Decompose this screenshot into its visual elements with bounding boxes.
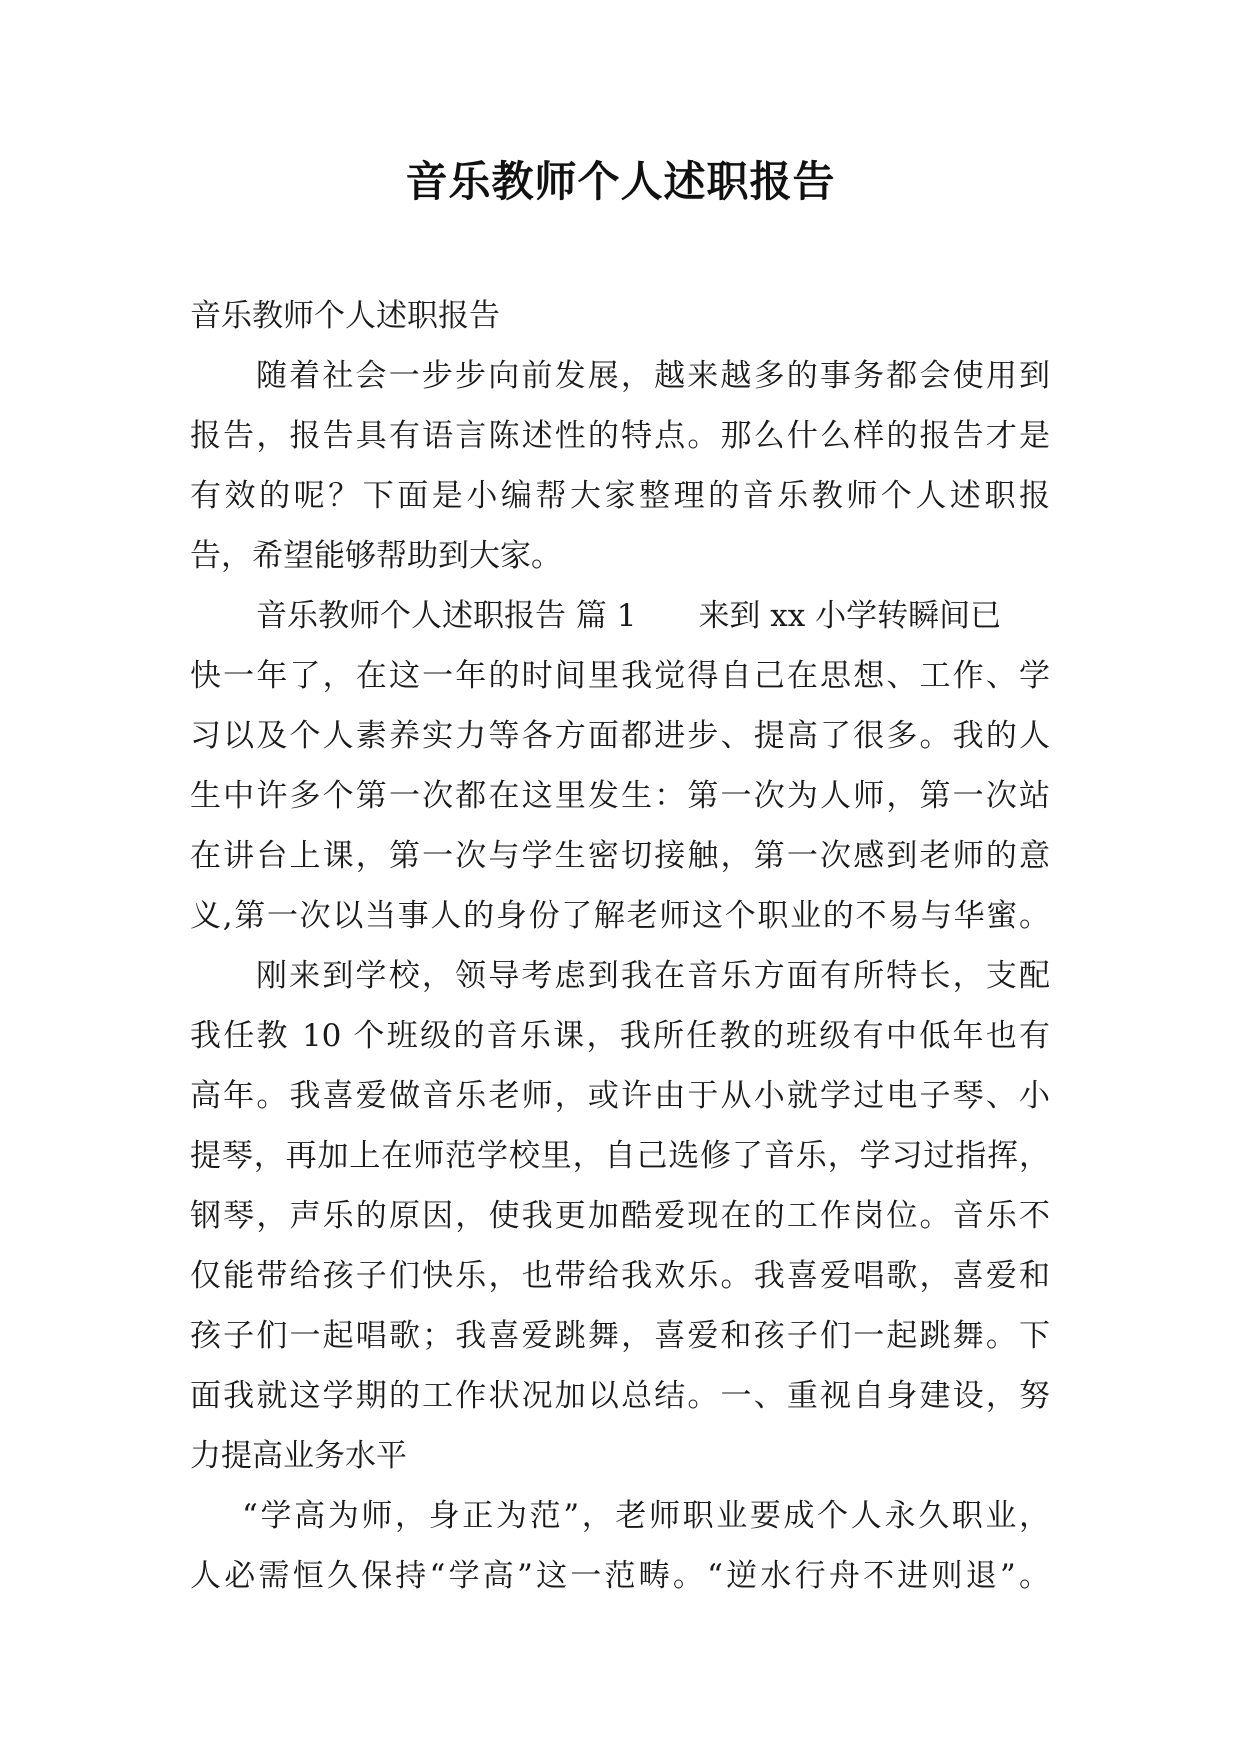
document-title: 音乐教师个人述职报告 [405, 157, 836, 206]
body-line: 义,第一次以当事人的身份了解老师这个职业的不易与华蜜。 [190, 898, 1050, 934]
body-line: 钢琴，声乐的原因，使我更加酷爱现在的工作岗位。音乐不 [190, 1198, 1050, 1234]
body-line: 提琴，再加上在师范学校里，自己选修了音乐，学习过指挥， [190, 1138, 1050, 1174]
document-body [190, 286, 1050, 1606]
body-line: 高年。我喜爱做音乐老师，或许由于从小就学过电子琴、小 [190, 1078, 1050, 1114]
body-line: 力提高业务水平 [190, 1438, 407, 1474]
body-line: 生中许多个第一次都在这里发生：第一次为人师，第一次站 [190, 778, 1050, 814]
body-line: 报告，报告具有语言陈述性的特点。那么什么样的报告才是 [190, 418, 1050, 454]
body-line: 有效的呢？下面是小编帮大家整理的音乐教师个人述职报 [190, 478, 1050, 514]
section-text: 来到 xx 小学转瞬间已 [698, 598, 1002, 634]
body-line: 仅能带给孩子们快乐，也带给我欢乐。我喜爱唱歌，喜爱和 [190, 1258, 1050, 1294]
body-line: 刚来到学校，领导考虑到我在音乐方面有所特长，支配 [256, 958, 1050, 994]
body-line-section-heading [190, 586, 1050, 646]
body-line: 音乐教师个人述职报告 [190, 298, 500, 334]
body-line: 习以及个人素养实力等各方面都进步、提高了很多。我的人 [190, 718, 1050, 754]
body-line: 孩子们一起唱歌；我喜爱跳舞，喜爱和孩子们一起跳舞。下 [190, 1318, 1050, 1354]
body-line: 告，希望能够帮助到大家。 [190, 538, 562, 574]
body-line: 人必需恒久保持“学高”这一范畴。“逆水行舟不进则退”。 [190, 1558, 1050, 1594]
body-line: 在讲台上课，第一次与学生密切接触，第一次感到老师的意 [190, 838, 1050, 874]
section-heading: 音乐教师个人述职报告 篇 1 [256, 598, 637, 634]
body-line: 随着社会一步步向前发展，越来越多的事务都会使用到 [256, 358, 1050, 394]
body-line: 面我就这学期的工作状况加以总结。一、重视自身建设，努 [190, 1378, 1050, 1414]
body-line: 快一年了，在这一年的时间里我觉得自己在思想、工作、学 [190, 658, 1050, 694]
body-line: “学高为师，身正为范”，老师职业要成个人永久职业， [242, 1498, 1050, 1534]
body-line: 我任教 10 个班级的音乐课，我所任教的班级有中低年也有 [190, 1018, 1050, 1054]
